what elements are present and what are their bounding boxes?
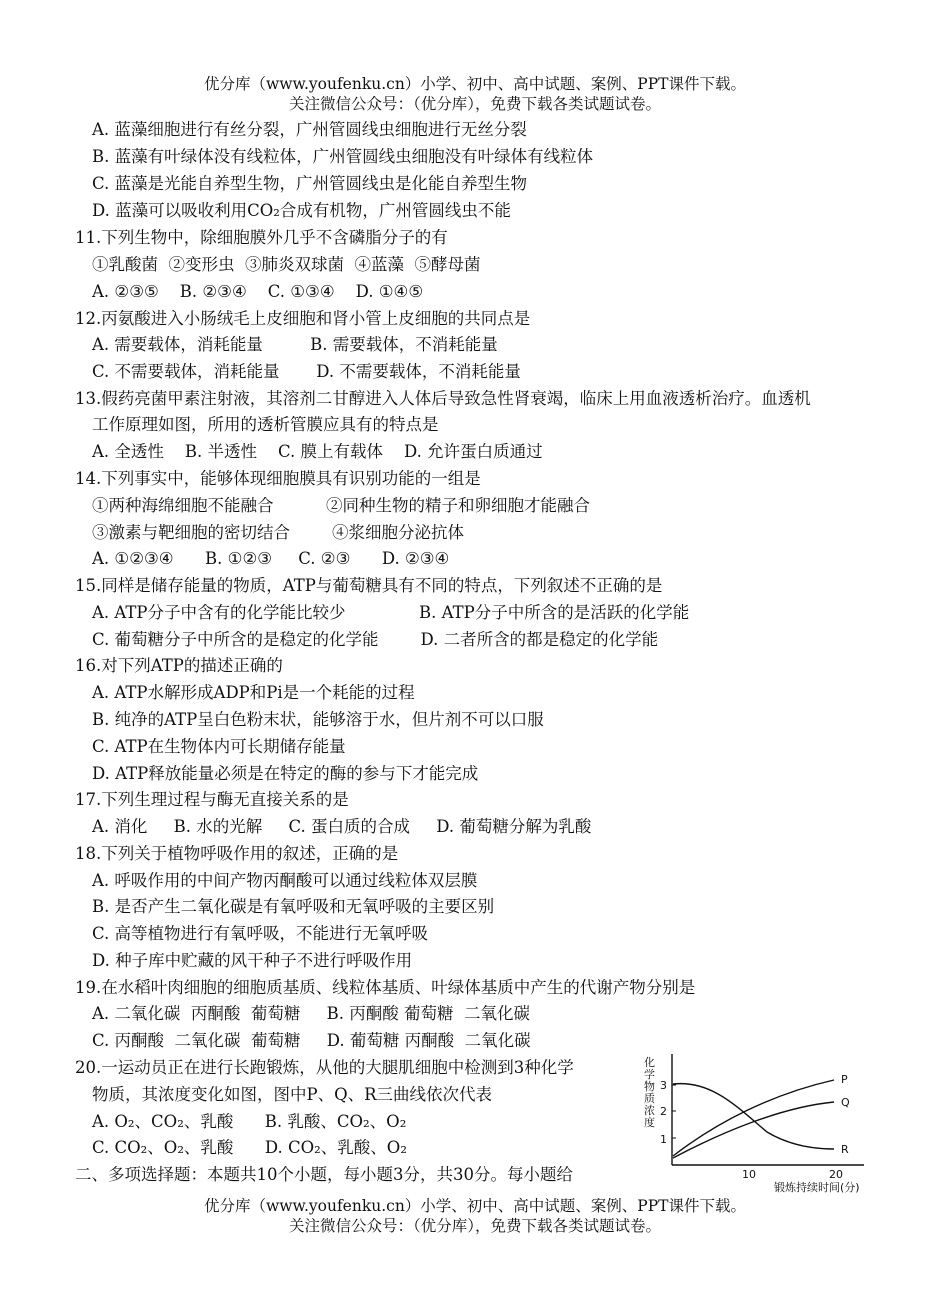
header-line-1: 优分库（www.youfenku.cn）小学、初中、高中试题、案例、PPT课件下载。 — [203, 75, 747, 93]
y-label-char: 质 — [644, 1092, 655, 1105]
text-line: C. 不需要载体，消耗能量 D. 不需要载体，不消耗能量 — [92, 362, 521, 381]
y-label-char: 化 — [644, 1056, 655, 1069]
text-line: A. ATP分子中含有的化学能比较少 B. ATP分子中所含的是活跃的化学能 — [92, 603, 690, 622]
curve-label-q: Q — [841, 1096, 850, 1109]
header-line-2: 关注微信公众号：（优分库），免费下载各类试题试卷。 — [288, 95, 661, 113]
text-line: C. CO₂、O₂、乳酸 D. CO₂、乳酸、O₂ — [92, 1138, 407, 1157]
graph-y-label — [644, 1055, 659, 1129]
text-line: C. ATP在生物体内可长期储存能量 — [92, 737, 346, 756]
text-line: 工作原理如图，所用的透析管膜应具有的特点是 — [92, 415, 439, 434]
text-line: C. 丙酮酸 二氧化碳 葡萄糖 D. 葡萄糖 丙酮酸 二氧化碳 — [92, 1031, 531, 1050]
y-tick-2: 2 — [660, 1105, 667, 1118]
question-18: 18.下列关于植物呼吸作用的叙述，正确的是 — [75, 844, 399, 863]
text-line: B. 是否产生二氧化碳是有氧呼吸和无氧呼吸的主要区别 — [92, 897, 495, 916]
text-line: B. 纯净的ATP呈白色粉末状，能够溶于水，但片剂不可以口服 — [92, 710, 544, 729]
concentration-graph-svg — [642, 1052, 872, 1197]
text-line: A. ATP水解形成ADP和Pi是一个耗能的过程 — [92, 683, 415, 702]
text-line: B. 蓝藻有叶绿体没有线粒体，广州管圆线虫细胞没有叶绿体有线粒体 — [92, 147, 594, 166]
question-13: 13.假药亮菌甲素注射液，其溶剂二甘醇进入人体后导致急性肾衰竭，临床上用血液透析治疗。血透机 — [75, 389, 811, 408]
question-16: 16.对下列ATP的描述正确的 — [75, 656, 283, 675]
curve-q — [673, 1102, 834, 1158]
footer-line-1: 优分库（www.youfenku.cn）小学、初中、高中试题、案例、PPT课件下载。 — [203, 1197, 747, 1215]
text-line: A. ②③⑤ B. ②③④ C. ①③④ D. ①④⑤ — [92, 282, 424, 301]
text-line: D. ATP释放能量必须是在特定的酶的参与下才能完成 — [92, 764, 479, 783]
curve-label-r: R — [841, 1143, 849, 1156]
text-line: D. 蓝藻可以吸收利用CO₂合成有机物，广州管圆线虫不能 — [92, 201, 511, 220]
graph-x-label: 锻炼持续时间(分) — [774, 1181, 860, 1194]
concentration-graph — [642, 1052, 872, 1197]
text-line: A. 二氧化碳 丙酮酸 葡萄糖 B. 丙酮酸 葡萄糖 二氧化碳 — [92, 1004, 530, 1023]
text-line: A. 消化 B. 水的光解 C. 蛋白质的合成 D. 葡萄糖分解为乳酸 — [92, 817, 592, 836]
text-line: D. 种子库中贮藏的风干种子不进行呼吸作用 — [92, 951, 413, 970]
question-11: 11.下列生物中，除细胞膜外几乎不含磷脂分子的有 — [75, 228, 448, 247]
y-tick-3: 3 — [660, 1079, 667, 1092]
section-2-heading: 二、多项选择题：本题共10个小题，每小题3分，共30分。每小题给 — [75, 1165, 573, 1184]
text-line: C. 高等植物进行有氧呼吸，不能进行无氧呼吸 — [92, 924, 429, 943]
text-line: A. 全透性 B. 半透性 C. 膜上有载体 D. 允许蛋白质通过 — [92, 442, 543, 461]
text-line: C. 蓝藻是光能自养型生物，广州管圆线虫是化能自养型生物 — [92, 174, 528, 193]
text-line: ①两种海绵细胞不能融合 ②同种生物的精子和卵细胞才能融合 — [92, 496, 590, 515]
question-15: 15.同样是储存能量的物质，ATP与葡萄糖具有不同的特点，下列叙述不正确的是 — [75, 576, 663, 595]
text-line: ①乳酸菌 ②变形虫 ③肺炎双球菌 ④蓝藻 ⑤酵母菌 — [92, 255, 481, 274]
x-tick-20: 20 — [829, 1168, 843, 1181]
question-20: 20.一运动员正在进行长跑锻炼，从他的大腿肌细胞中检测到3种化学 — [75, 1058, 574, 1077]
footer-line-2: 关注微信公众号：（优分库），免费下载各类试题试卷。 — [288, 1217, 661, 1235]
y-label-char: 浓 — [644, 1104, 655, 1117]
text-line: C. 葡萄糖分子中所含的是稳定的化学能 D. 二者所含的都是稳定的化学能 — [92, 630, 659, 649]
text-line: A. O₂、CO₂、乳酸 B. 乳酸、CO₂、O₂ — [92, 1112, 407, 1131]
question-17: 17.下列生理过程与酶无直接关系的是 — [75, 790, 349, 809]
question-19: 19.在水稻叶肉细胞的细胞质基质、线粒体基质、叶绿体基质中产生的代谢产物分别是 — [75, 978, 696, 997]
y-label-char: 物 — [644, 1080, 655, 1093]
text-line: A. 呼吸作用的中间产物丙酮酸可以通过线粒体双层膜 — [92, 871, 478, 890]
question-12: 12.丙氨酸进入小肠绒毛上皮细胞和肾小管上皮细胞的共同点是 — [75, 309, 531, 328]
text-line: A. 需要载体，消耗能量 B. 需要载体，不消耗能量 — [92, 335, 498, 354]
x-tick-10: 10 — [742, 1168, 756, 1181]
text-line: ③激素与靶细胞的密切结合 ④浆细胞分泌抗体 — [92, 523, 464, 542]
y-label-char: 学 — [644, 1068, 655, 1081]
text-line: A. 蓝藻细胞进行有丝分裂，广州管圆线虫细胞进行无丝分裂 — [92, 120, 527, 139]
y-tick-1: 1 — [660, 1133, 667, 1146]
curve-label-p: P — [841, 1073, 848, 1086]
text-line: A. ①②③④ B. ①②③ C. ②③ D. ②③④ — [92, 549, 450, 568]
question-14: 14.下列事实中，能够体现细胞膜具有识别功能的一组是 — [75, 469, 481, 488]
text-line: 物质，其浓度变化如图，图中P、Q、R三曲线依次代表 — [92, 1085, 493, 1104]
curve-p — [673, 1080, 834, 1156]
y-label-char: 度 — [644, 1116, 655, 1129]
